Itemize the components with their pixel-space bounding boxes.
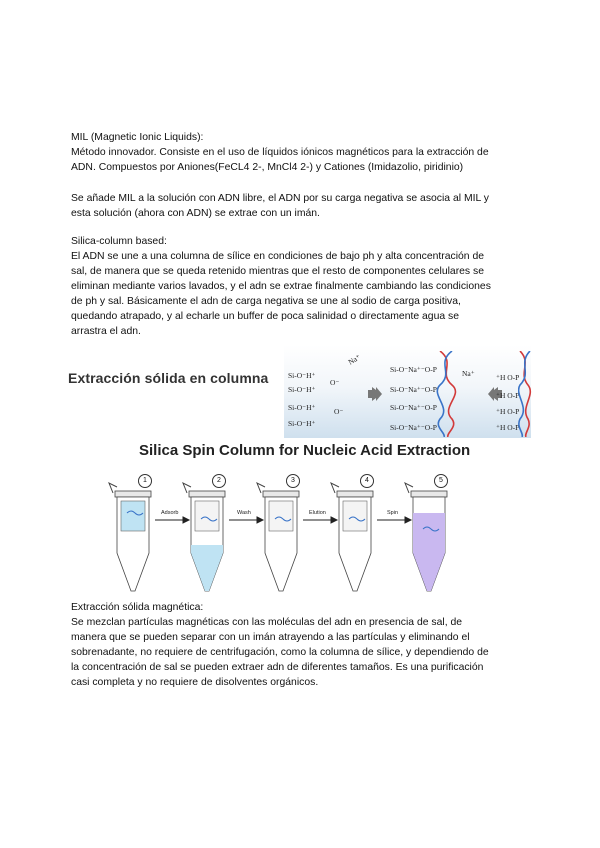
magnetic-extraction-paragraph: [71, 600, 531, 690]
column-extraction-title: Extracción sólida en columna: [68, 370, 269, 386]
tube-5: [405, 483, 447, 591]
step-number: 2: [212, 474, 226, 488]
silica-line-2: sal, de manera que se queda retenido mientras que el resto de componentes celulares se: [71, 266, 484, 277]
released-label: ⁺H O-P: [496, 373, 520, 382]
step-number: 3: [286, 474, 300, 488]
arrow-label-spin: Spin: [387, 510, 399, 516]
silica-line-1: El ADN se une a una columna de sílice en condiciones de bajo ph y alta concentración de: [71, 251, 485, 262]
silica-column-paragraph: [71, 234, 531, 339]
dna-helix-icon: [518, 351, 532, 437]
step-number: 5: [434, 474, 448, 488]
silica-line-3: eliminan mediante varios lavados, y el adn se extrae finalmente cambiando las condiciones: [71, 281, 491, 292]
tube-4: [331, 483, 373, 591]
silica-line-5: quedando atrapado, y al echarle un buffer de poca salinidad o directamente agua se: [71, 311, 460, 322]
oxygen-cluster-label: O⁻: [330, 378, 340, 387]
magnetic-line-2: manera que se pueden separar con un imán atrayendo a las partículas y eliminando el: [71, 632, 470, 643]
spin-column-figure: [95, 438, 475, 595]
magnetic-line-4: la concentración de sal se pueden extraer adn de diferentes tamaños. Es una purificación: [71, 662, 484, 673]
mil-heading: MIL (Magnetic Ionic Liquids):: [71, 132, 204, 143]
arrow-label-adsorb: Adsorb: [161, 510, 179, 516]
mil-line-1: Método innovador. Consiste en el uso de líquidos iónicos magnéticos para la extracción de: [71, 147, 489, 158]
mil-paragraph: [71, 130, 531, 175]
mil-procedure-line-1: Se añade MIL a la solución con ADN libre, el ADN por su carga negativa se asocia al MIL y: [71, 193, 489, 204]
tube-1: [109, 483, 151, 591]
arrow-label-elution: Elution: [309, 510, 326, 516]
silica-line-4: de ph y sal. Básicamente el adn de carga negativa se une al sodio de carga positiva,: [71, 296, 461, 307]
bound-label: Si-O⁻Na⁺⁻O-P: [390, 365, 437, 374]
step-number: 4: [360, 474, 374, 488]
silanol-label: Si-O⁻H⁺: [288, 403, 316, 412]
silanol-label: Si-O⁻H⁺: [288, 419, 316, 428]
arrow-right-icon: [368, 387, 388, 401]
oxygen-cluster-label: O⁻: [334, 407, 344, 416]
tube-3: [257, 483, 299, 591]
arrow-label-wash: Wash: [237, 510, 251, 516]
sodium-label: Na⁺: [462, 369, 475, 378]
released-label: ⁺H O-P: [496, 423, 520, 432]
released-label: ⁺H O-P: [496, 407, 520, 416]
silica-line-6: arrastra el adn.: [71, 326, 141, 337]
magnetic-line-5: casi completa y no requiere de disolventes orgánicos.: [71, 677, 319, 688]
mil-procedure-paragraph: [71, 191, 531, 221]
dna-helix-icon: [436, 351, 458, 437]
silanol-label: Si-O⁻H⁺: [288, 371, 316, 380]
bound-label: Si-O⁻Na⁺⁻O-P: [390, 403, 437, 412]
bound-label: Si-O⁻Na⁺⁻O-P: [390, 385, 437, 394]
spin-column-diagram: [95, 438, 475, 595]
sodium-label: Na⁺: [346, 352, 363, 367]
column-extraction-figure: [66, 345, 531, 438]
magnetic-heading: Extracción sólida magnética:: [71, 602, 204, 613]
step-number: 1: [138, 474, 152, 488]
released-label: ⁺H O-P: [496, 391, 520, 400]
tube-2: [183, 483, 225, 591]
magnetic-line-3: sobrenadante, no requiere de centrifugación, como la columna de sílice, y dependiendo de: [71, 647, 489, 658]
silica-heading: Silica-column based:: [71, 236, 167, 247]
bound-label: Si-O⁻Na⁺⁻O-P: [390, 423, 437, 432]
mil-procedure-line-2: esta solución (ahora con ADN) se extrae con un imán.: [71, 208, 320, 219]
column-extraction-diagram: [284, 345, 531, 438]
mil-line-2: ADN. Compuestos por Aniones(FeCL4 2-, MnCl4 2-) y Cationes (Imidazolio, piridinio): [71, 162, 464, 173]
magnetic-line-1: Se mezclan partículas magnéticas con las moléculas del adn en presencia de sal, de: [71, 617, 463, 628]
silanol-label: Si-O⁻H⁺: [288, 385, 316, 394]
spin-column-title: Silica Spin Column for Nucleic Acid Extraction: [139, 442, 471, 459]
